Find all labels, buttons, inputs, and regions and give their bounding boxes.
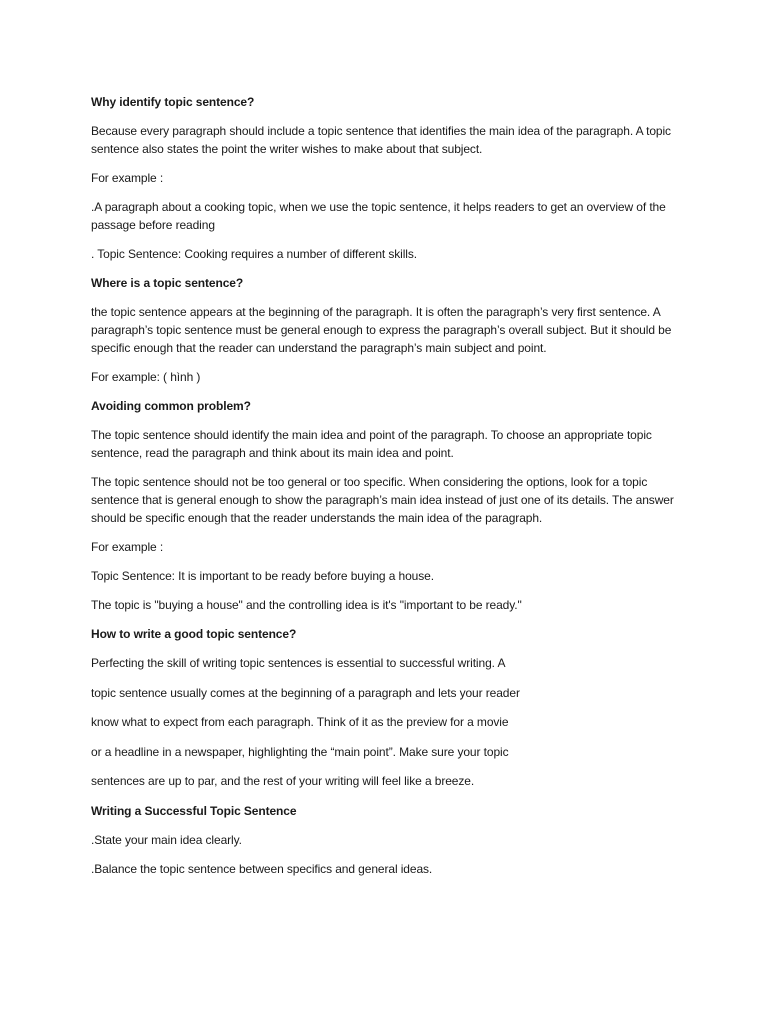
document-body [91,93,691,889]
bullet-state-main-idea: .State your main idea clearly. [91,832,242,847]
spaced-line: know what to expect from each paragraph. Think of it as the preview for a movie [91,715,509,729]
label-for-example-2: For example: ( hình ) [91,370,201,384]
heading-why-identify: Why identify topic sentence? [91,95,255,109]
spaced-line: topic sentence usually comes at the beginning of a paragraph and lets your reader [91,685,520,700]
paragraph-location: the topic sentence appears at the beginning of the paragraph. It is often the paragraph’s very first sentence. A paragraph’s topic sentence must be general enough to express the paragraph’s overall subject. But it should be specific enough that the reader can understand the paragraph’s main subject and point. [91,305,672,355]
bullet-balance: .Balance the topic sentence between specifics and general ideas. [91,861,433,876]
label-for-example-3: For example : [91,540,164,554]
paragraph-not-too-general: The topic sentence should not be too general or too specific. When considering the options, look for a topic sentence that is general enough to show the paragraph’s main idea instead of just one of its details. The answer should be specific enough that the reader understands the main idea of the paragraph. [91,475,674,525]
spaced-line: or a headline in a newspaper, highlighting the “main point”. Make sure your topic [91,744,509,759]
label-for-example-1: For example : [91,171,164,185]
paragraph-controlling-idea: The topic is "buying a house" and the controlling idea is it's "important to be ready." [91,598,522,612]
spaced-line: Perfecting the skill of writing topic sentences is essential to successful writing. A [91,656,506,670]
heading-avoiding: Avoiding common problem? [91,399,251,413]
paragraph-topic-sentence-cooking: . Topic Sentence: Cooking requires a number of different skills. [91,247,418,261]
paragraph-house-example: Topic Sentence: It is important to be ready before buying a house. [91,569,434,583]
paragraph-identify-main-idea: The topic sentence should identify the main idea and point of the paragraph. To choose an appropriate topic sentence, read the paragraph and think about its main idea and point. [91,428,652,460]
paragraph-because: Because every paragraph should include a topic sentence that identifies the main idea of the paragraph. A topic sentence also states the point the writer wishes to make about that subject. [91,124,671,156]
paragraph-cooking-example: .A paragraph about a cooking topic, when we use the topic sentence, it helps readers to get an overview of the passage before reading [91,200,666,232]
heading-where-is: Where is a topic sentence? [91,276,244,290]
heading-how-to-write: How to write a good topic sentence? [91,627,297,641]
spaced-line: sentences are up to par, and the rest of your writing will feel like a breeze. [91,774,475,788]
heading-writing-successful: Writing a Successful Topic Sentence [91,803,297,818]
